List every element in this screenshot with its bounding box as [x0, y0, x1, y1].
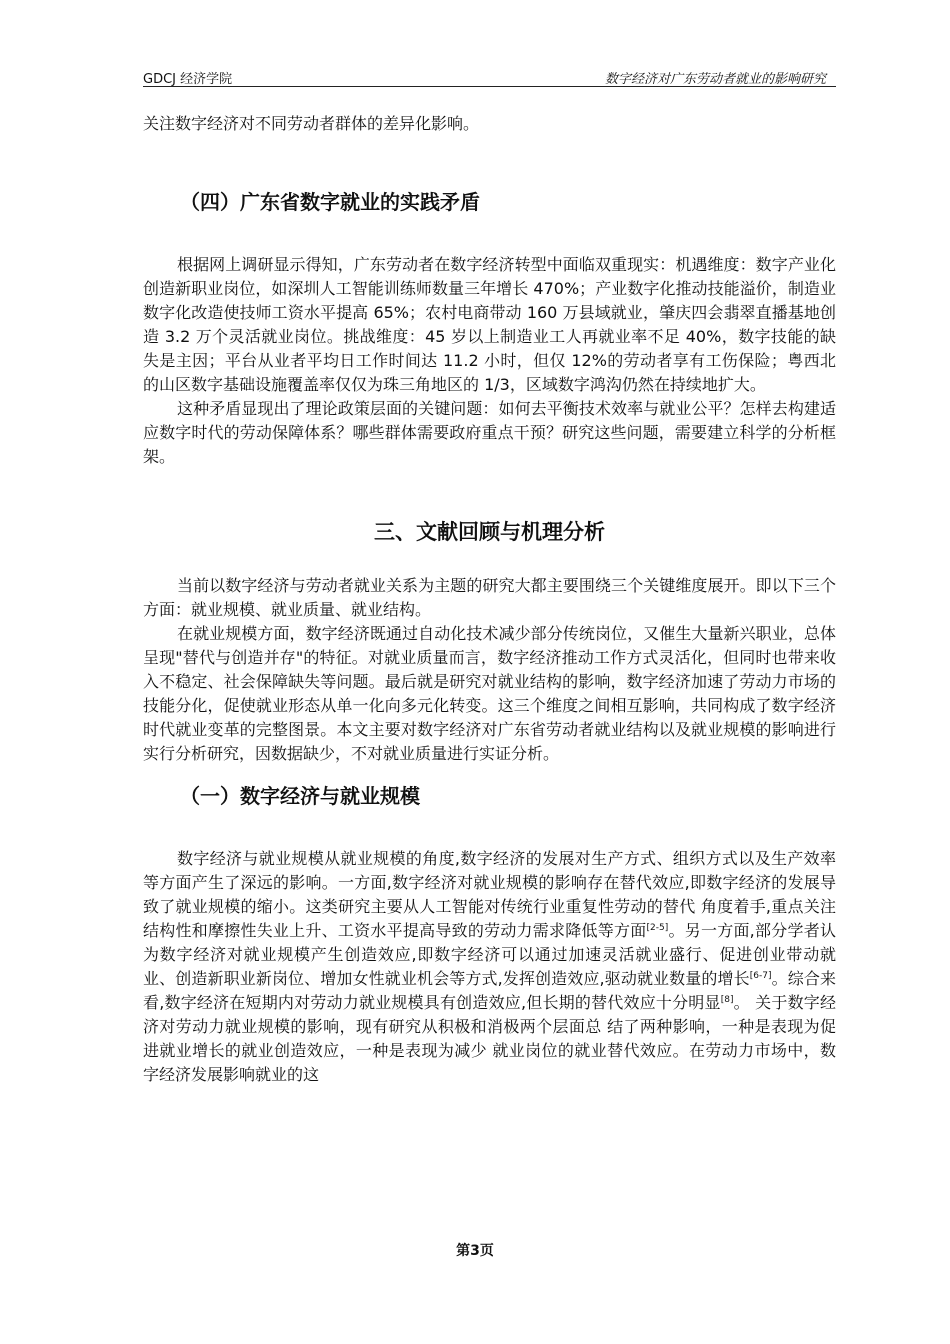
- heading-practice-contradiction: （四）广东省数字就业的实践矛盾: [180, 190, 480, 214]
- heading-literature-review: 三、文献回顾与机理分析: [374, 520, 605, 544]
- page-number: 第3页: [456, 1243, 494, 1259]
- page-body: [143, 112, 836, 1087]
- paragraph-intro: 关注数字经济对不同劳动者群体的差异化影响。: [143, 114, 480, 133]
- scale-text-d: 。 关于数字经济对劳动力就业规模的影响，现有研究从积极和消极两个层面总 结了两种影响，一种是表现为促进就业增长的就业创造效应，一种是表现为减少 就业岗位的就业替代效应。在劳动力市场中，数字经济发展影响就业的这: [143, 993, 836, 1084]
- citation-2-5: [2-5]: [646, 923, 669, 933]
- scale-text-a: 数字经济与就业规模从就业规模的角度,数字经济的发展对生产方式、组织方式以及生产效率等方面产生了深远的影响。一方面,数字经济对就业规模的影响存在替代效应,即数字经济的发展导致了就业规模的缩小。这类研究主要从人工智能对传统行业重复性劳动的替代 角度着手,重点关注结构性和摩擦性失业上升、工资水平提高导致的劳动力需求降低等方面: [143, 849, 836, 940]
- paragraph-employment-scale: [143, 847, 836, 1087]
- heading-employment-scale: （一）数字经济与就业规模: [180, 784, 420, 808]
- page-header: [143, 66, 836, 87]
- paragraph-practice-2: 这种矛盾显现出了理论政策层面的关键问题：如何去平衡技术效率与就业公平？怎样去构建适应数字时代的劳动保障体系？哪些群体需要政府重点干预？研究这些问题，需要建立科学的分析框架。: [143, 399, 836, 466]
- scale-text-b: 。另一方面,部分学者认为数字经济对就业规模产生创造效应,即数字经济可以通过加速灵活就业盛行、促进创业带动就业、创造新职业新岗位、增加女性就业机会等方式,发挥创造效应,驱动就业数量的增长: [143, 921, 836, 988]
- citation-8: [8]: [720, 995, 734, 1005]
- scale-text-c: 。综合来看,数字经济在短期内对劳动力就业规模具有创造效应,但长期的替代效应十分明显: [143, 969, 836, 1012]
- paragraph-literature-1: 当前以数字经济与劳动者就业关系为主题的研究大都主要围绕三个关键维度展开。即以下三个方面：就业规模、就业质量、就业结构。: [143, 576, 836, 619]
- header-institution: GDCJ 经济学院: [143, 72, 233, 87]
- paragraph-literature-2: 在就业规模方面，数字经济既通过自动化技术减少部分传统岗位，又催生大量新兴职业，总体呈现"替代与创造并存"的特征。对就业质量而言，数字经济推动工作方式灵活化，但同时也带来收入不稳定、社会保障缺失等问题。最后就是研究对就业结构的影响，数字经济加速了劳动力市场的技能分化，促使就业形态从单一化向多元化转变。这三个维度之间相互影响，共同构成了数字经济时代就业变革的完整图景。本文主要对数字经济对广东省劳动者就业结构以及就业规模的影响进行实行分析研究，因数据缺少，不对就业质量进行实证分析。: [143, 624, 836, 763]
- citation-6-7: [6-7]: [749, 971, 772, 981]
- paragraph-practice-1: 根据网上调研显示得知，广东劳动者在数字经济转型中面临双重现实：机遇维度：数字产业化创造新职业岗位，如深圳人工智能训练师数量三年增长 470%；产业数字化推动技能溢价，制造业数字化改造使技师工资水平提高 65%；农村电商带动 160 万县域就业，肇庆四会翡翠直播基地创造 3.2 万个灵活就业岗位。挑战维度：45 岁以上制造业工人再就业率不足 40%，数字技能的缺失是主因；平台从业者平均日工作时间达 11.2 小时，但仅 12%的劳动者享有工伤保险；粤西北的山区数字基础设施覆盖率仅仅为珠三角地区的 1/3，区域数字鸿沟仍然在持续地扩大。: [143, 255, 836, 394]
- header-title: 数字经济对广东劳动者就业的影响研究: [604, 72, 826, 87]
